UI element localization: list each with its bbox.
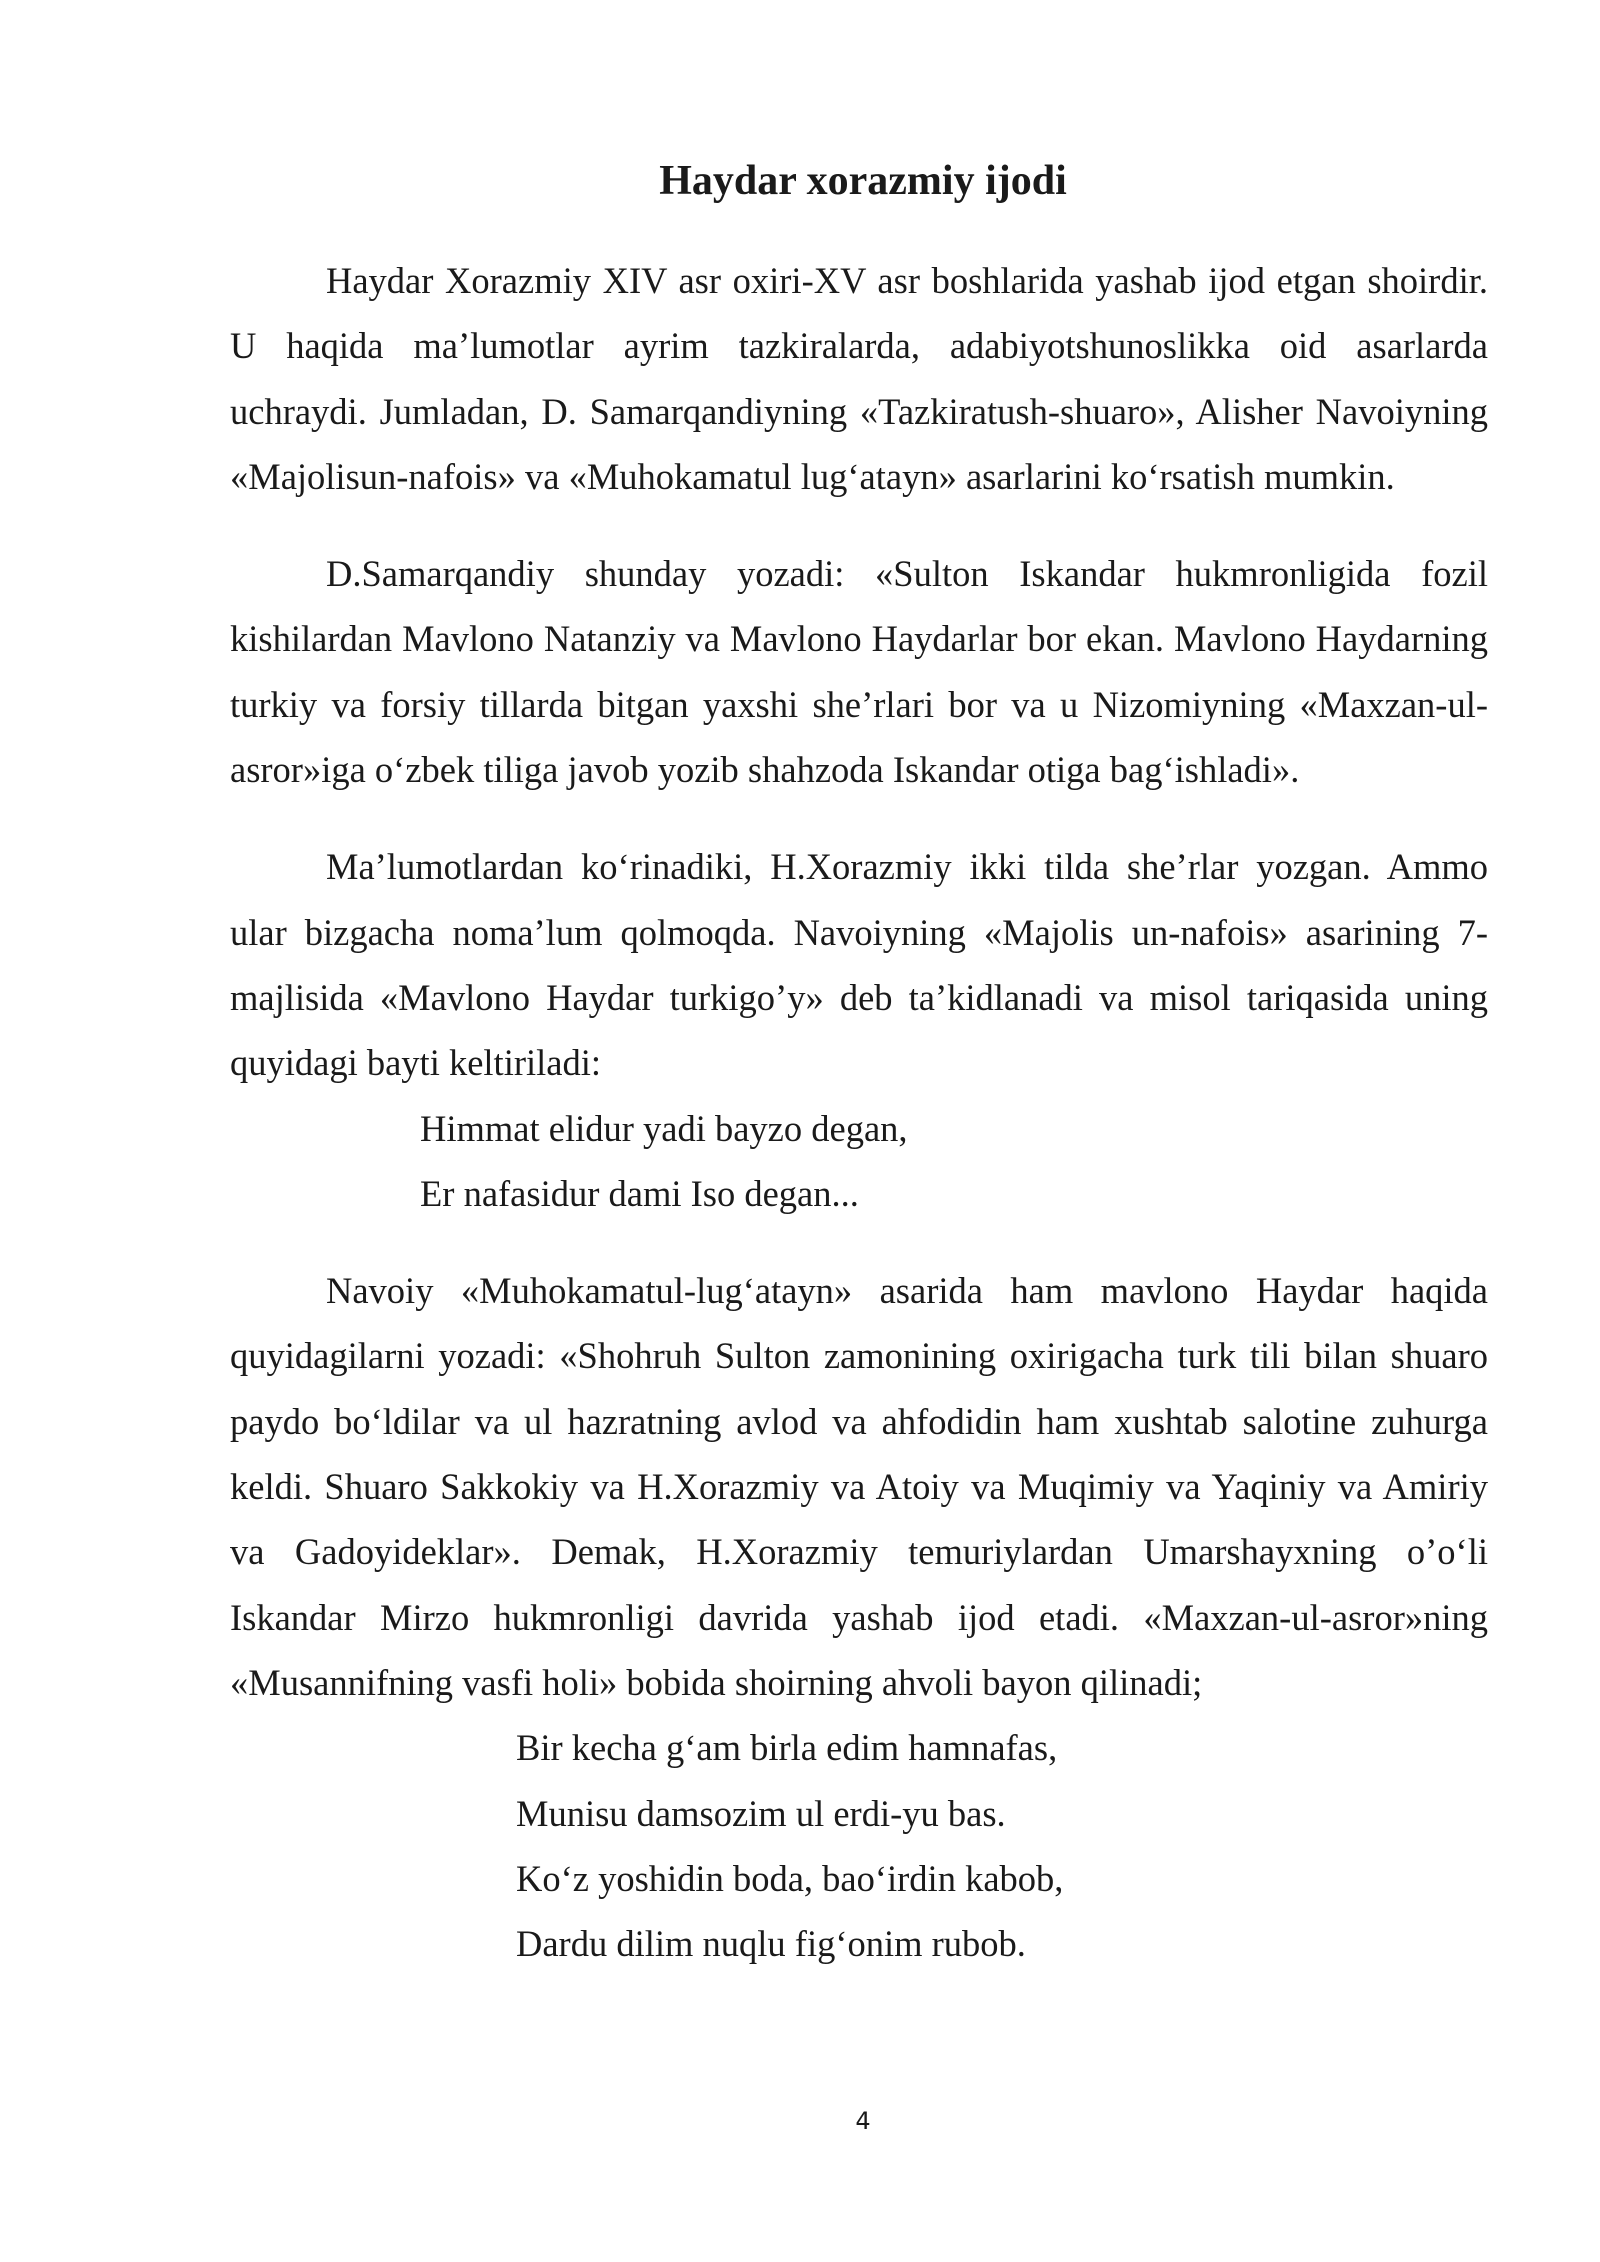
- paragraph-muhokamat: Navoiy «Muhokamatul-lug‘atayn» asarida ham mavlono Haydar haqida quyidagilarni yozadi: «Shohruh Sulton zamonining oxirigacha turk tili bilan shuaro paydo bo‘ldilar va ul hazratning avlod va ahfodidin ham xushtab salotine zuhurga keldi. Shuaro Sakkokiy va H.Xorazmiy va Atoiy va Muqimiy va Yaqiniy va Amiriy va Gadoyideklar». Demak, H.Xorazmiy temuriylardan Umarshayxning o’o‘li Iskandar Mirzo hukmronligi davrida yashab ijod etadi. «Maxzan-ul-asror»ning «Musannifning vasfi holi» bobida shoirning ahvoli bayon qilinadi;: [230, 1270, 1488, 1703]
- verse-line: Munisu damsozim ul erdi-yu bas.: [516, 1792, 1006, 1834]
- verse-block-2: [516, 1715, 1488, 1976]
- verse-block-1: [420, 1096, 1488, 1227]
- document-title: Haydar xorazmiy ijodi: [659, 158, 1067, 204]
- verse-line: Dardu dilim nuqlu fig‘onim rubob.: [516, 1923, 1026, 1965]
- verse-line: Er nafasidur dami Iso degan...: [420, 1172, 859, 1214]
- paragraph-intro: Haydar Xorazmiy XIV asr oxiri-XV asr boshlarida yashab ijod etgan shoirdir. U haqida ma’lumotlar ayrim tazkiralarda, adabiyotshunoslikka oid asarlarda uchraydi. Jumladan, D. Samarqandiyning «Tazkiratush-shuaro», Alisher Navoiyning «Majolisun-nafois» va «Muhokamatul lug‘atayn» asarlarini ko‘rsatish mumkin.: [230, 260, 1488, 497]
- page-number: 4: [855, 2107, 871, 2135]
- document-body: [230, 248, 1488, 1976]
- paragraph-majolis: Ma’lumotlardan ko‘rinadiki, H.Xorazmiy ikki tilda she’rlar yozgan. Ammo ular bizgacha noma’lum qolmoqda. Navoiyning «Majolis un-nafois» asarining 7-majlisida «Mavlono Haydar turkigo’y» deb ta’kidlanadi va misol tariqasida uning quyidagi bayti keltiriladi:: [230, 846, 1488, 1084]
- paragraph-samarqandiy-quote: D.Samarqandiy shunday yozadi: «Sulton Iskandar hukmronligida fozil kishilardan Mavlono Natanziy va Mavlono Haydarlar bor ekan. Mavlono Haydarning turkiy va forsiy tillarda bitgan yaxshi she’rlari bor va u Nizomiyning «Maxzan-ul-asror»iga o‘zbek tiliga javob yozib shahzoda Iskandar otiga bag‘ishladi».: [230, 553, 1488, 791]
- verse-line: Himmat elidur yadi bayzo degan,: [420, 1107, 908, 1149]
- verse-line: Ko‘z yoshidin boda, bao‘irdin kabob,: [516, 1857, 1064, 1899]
- verse-line: Bir kecha g‘am birla edim hamnafas,: [516, 1727, 1058, 1769]
